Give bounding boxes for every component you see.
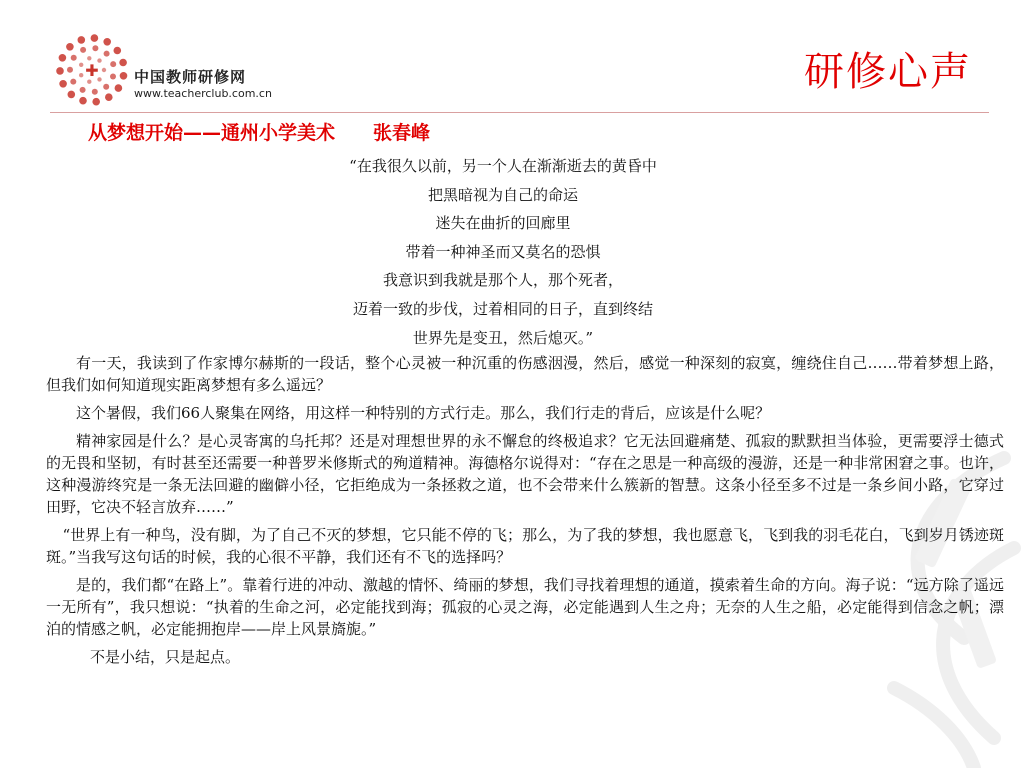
body-paragraph: 这个暑假，我们66人聚集在网络，用这样一种特别的方式行走。那么，我们行走的背后，应该是什么呢？ bbox=[76, 404, 771, 423]
poem-line: 迷失在曲折的回廊里 bbox=[435, 214, 571, 233]
logo-dot bbox=[92, 45, 98, 51]
logo-dot bbox=[91, 34, 99, 42]
logo-dot bbox=[87, 80, 91, 84]
logo-dot bbox=[114, 47, 122, 55]
logo-dot bbox=[68, 91, 76, 99]
poem-line: 带着一种神圣而又莫名的恐惧 bbox=[405, 242, 601, 261]
logo-dot bbox=[80, 87, 86, 93]
logo-dot bbox=[92, 89, 98, 95]
logo-dot bbox=[92, 98, 100, 106]
poem-line: 世界先是变丑，然后熄灭。” bbox=[412, 328, 594, 347]
logo-dot bbox=[80, 47, 86, 53]
logo-dot bbox=[79, 63, 83, 67]
logo-name: 中国教师研修网 bbox=[134, 68, 247, 86]
logo-dot bbox=[67, 67, 73, 73]
logo-mark: ✚ bbox=[85, 61, 99, 80]
logo-dot bbox=[70, 79, 76, 85]
teacherclub-logo[interactable] bbox=[50, 30, 295, 110]
logo-dot bbox=[105, 93, 113, 101]
poem-line: “在我很久以前，另一个人在渐渐逝去的黄昏中 bbox=[349, 157, 657, 175]
logo-dot bbox=[56, 67, 64, 75]
body-paragraph: 是的，我们都“在路上”。靠着行进的冲动、激越的情怀、绮丽的梦想，我们寻找着理想的通道，摸索着生命的方向。海子说：“远方除了遥远一无所有”，我只想说：“执着的生命之河，必定能找到海；孤寂的心灵之海，必定能遇到人生之舟；无奈的人生之船，必定能得到信念之帆；漂泊的情感之帆，必定能拥抱岸——岸上风景旖旎。” bbox=[46, 576, 1004, 639]
logo-dot bbox=[102, 68, 106, 72]
logo-dot bbox=[120, 72, 128, 80]
logo-dot bbox=[59, 80, 67, 88]
logo-dot bbox=[79, 73, 83, 77]
article bbox=[46, 118, 1004, 668]
logo-dot bbox=[115, 84, 123, 92]
article-title: 从梦想开始——通州小学美术 张春峰 bbox=[88, 122, 431, 144]
logo-dot bbox=[110, 74, 116, 80]
logo-dot bbox=[59, 54, 67, 62]
poem-line: 我意识到我就是那个人，那个死者， bbox=[382, 271, 623, 290]
body-paragraph: 有一天，我读到了作家博尔赫斯的一段话，整个心灵被一种沉重的伤感洇漫，然后，感觉一种深刻的寂寞，缠绕住自己……带着梦想上路，但我们如何知道现实距离梦想有多么遥远？ bbox=[46, 354, 1004, 395]
poem-line: 迈着一致的步伐，过着相同的日子，直到终结 bbox=[352, 299, 653, 318]
poem-line: 把黑暗视为自己的命运 bbox=[427, 185, 578, 204]
logo-dot bbox=[66, 43, 74, 51]
logo-dots-icon bbox=[50, 30, 134, 110]
logo-dot bbox=[71, 55, 77, 61]
page-title: 研修心声 bbox=[804, 49, 972, 95]
logo-dot bbox=[103, 38, 111, 46]
logo-dot bbox=[79, 97, 87, 105]
body-paragraph: 精神家园是什么？是心灵寄寓的乌托邦？还是对理想世界的永不懈怠的终极追求？它无法回避痛楚、孤寂的默默担当体验，更需要浮士德式的无畏和坚韧，有时甚至还需要一种普罗米修斯式的殉道精神。海德格尔说得对：“存在之思是一种高级的漫游，还是一种非常困窘之事。也许，这种漫游终究是一条无法回避的幽僻小径，它拒绝成为一条拯救之道，也不会带来什么簇新的智慧。这条小径至多不过是一条乡间小路，它穿过田野，它决不轻言放弃……” bbox=[46, 432, 1004, 517]
logo-dot bbox=[87, 56, 91, 60]
logo-dot bbox=[110, 61, 116, 67]
header-divider bbox=[50, 112, 989, 113]
logo-dot bbox=[103, 84, 109, 90]
logo-dot bbox=[78, 36, 86, 44]
logo-url: www.teacherclub.com.cn bbox=[134, 87, 272, 100]
logo-dot bbox=[119, 59, 127, 67]
logo-dot bbox=[104, 51, 110, 57]
article-body bbox=[46, 352, 1004, 640]
body-paragraph: “世界上有一种鸟，没有脚，为了自己不灭的梦想，它只能不停的飞；那么，为了我的梦想，我也愿意飞，飞到我的羽毛花白，飞到岁月锈迹斑斑。”当我写这句话的时候，我的心很不平静，我们还有不飞的选择吗？ bbox=[46, 526, 1004, 567]
poem-quote bbox=[46, 152, 1004, 352]
closing-line: 不是小结，只是起点。 bbox=[90, 648, 241, 667]
